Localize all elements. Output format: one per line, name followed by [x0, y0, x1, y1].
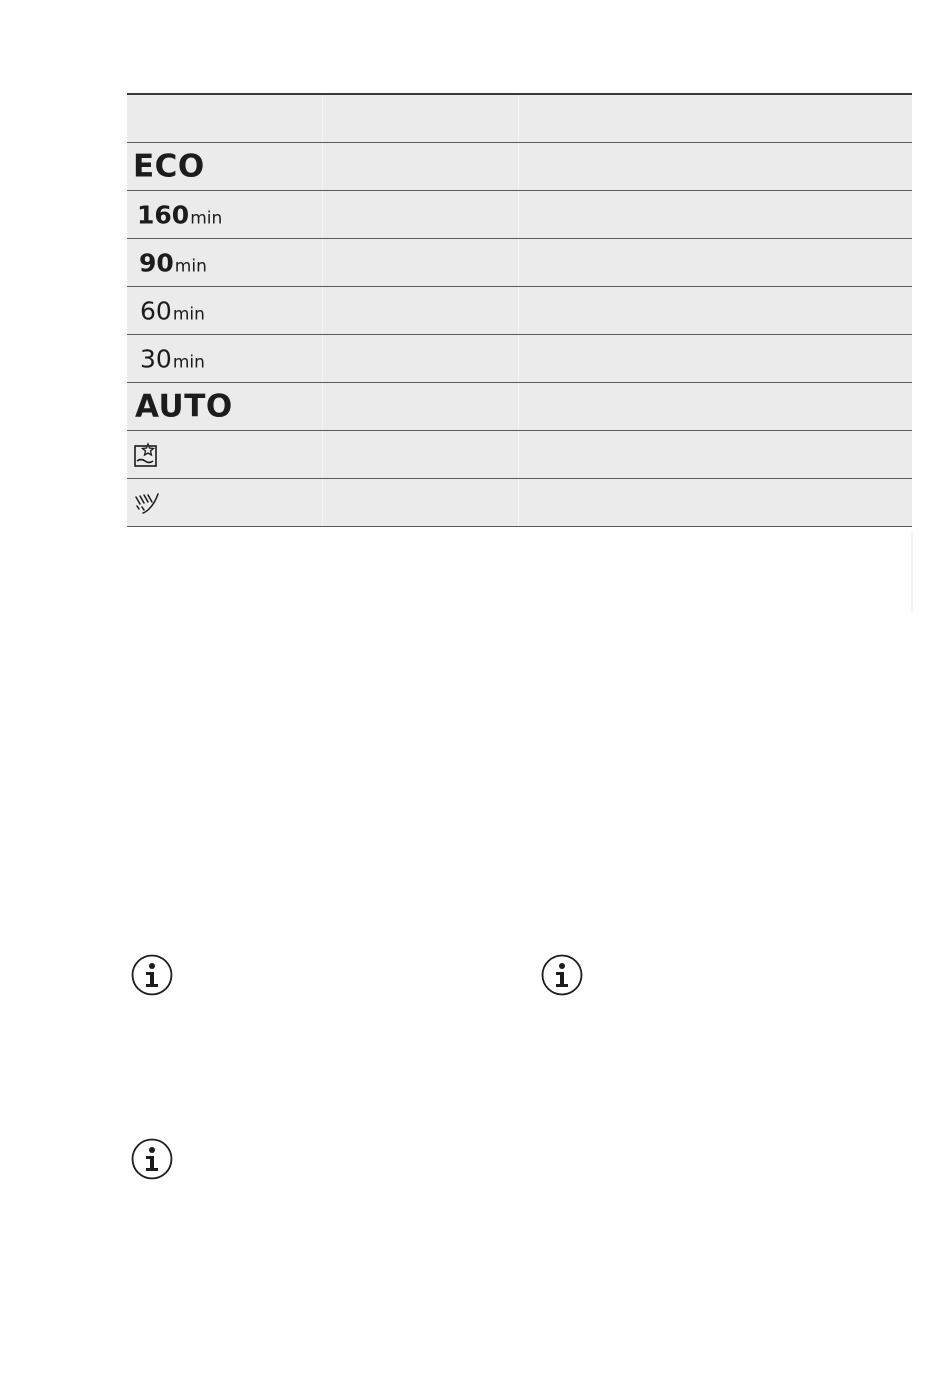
- info-icon: [130, 1137, 174, 1181]
- header-cell: [323, 95, 519, 142]
- table-row-auto: [127, 383, 912, 431]
- programme-label: AUTO: [135, 388, 233, 424]
- table-row-30min: [127, 335, 912, 383]
- info-icon: [540, 953, 584, 997]
- info-icon: [130, 953, 174, 997]
- programme-cell: [127, 383, 323, 430]
- programme-cell: [127, 191, 323, 238]
- table-row-60min: [127, 287, 912, 335]
- programme-duration: 30: [140, 344, 172, 373]
- programme-cell: [127, 479, 323, 526]
- programme-duration: 60: [140, 296, 172, 325]
- programme-label: ECO: [133, 148, 205, 184]
- programme-cell: [127, 335, 323, 382]
- table-row-90min: [127, 239, 912, 287]
- column-edge: [911, 532, 913, 612]
- programme-cell: [127, 143, 323, 190]
- programme-unit: min: [190, 208, 223, 228]
- header-cell: [519, 95, 912, 142]
- table-header-row: [127, 95, 912, 143]
- programme-cell: [127, 431, 323, 478]
- programme-cell: [127, 239, 323, 286]
- table-row-eco: [127, 143, 912, 191]
- programme-cell: [127, 287, 323, 334]
- programme-table: [127, 93, 912, 527]
- machine-care-icon: [133, 442, 159, 468]
- header-cell: [127, 95, 323, 142]
- table-row-machine-care: [127, 431, 912, 479]
- programme-unit: min: [174, 256, 207, 276]
- programme-unit: min: [172, 352, 205, 372]
- table-row-160min: [127, 191, 912, 239]
- programme-duration: 160: [137, 200, 190, 229]
- rinse-spray-icon: [133, 491, 161, 515]
- table-row-rinse: [127, 479, 912, 527]
- programme-duration: 90: [139, 248, 174, 277]
- programme-unit: min: [172, 304, 205, 324]
